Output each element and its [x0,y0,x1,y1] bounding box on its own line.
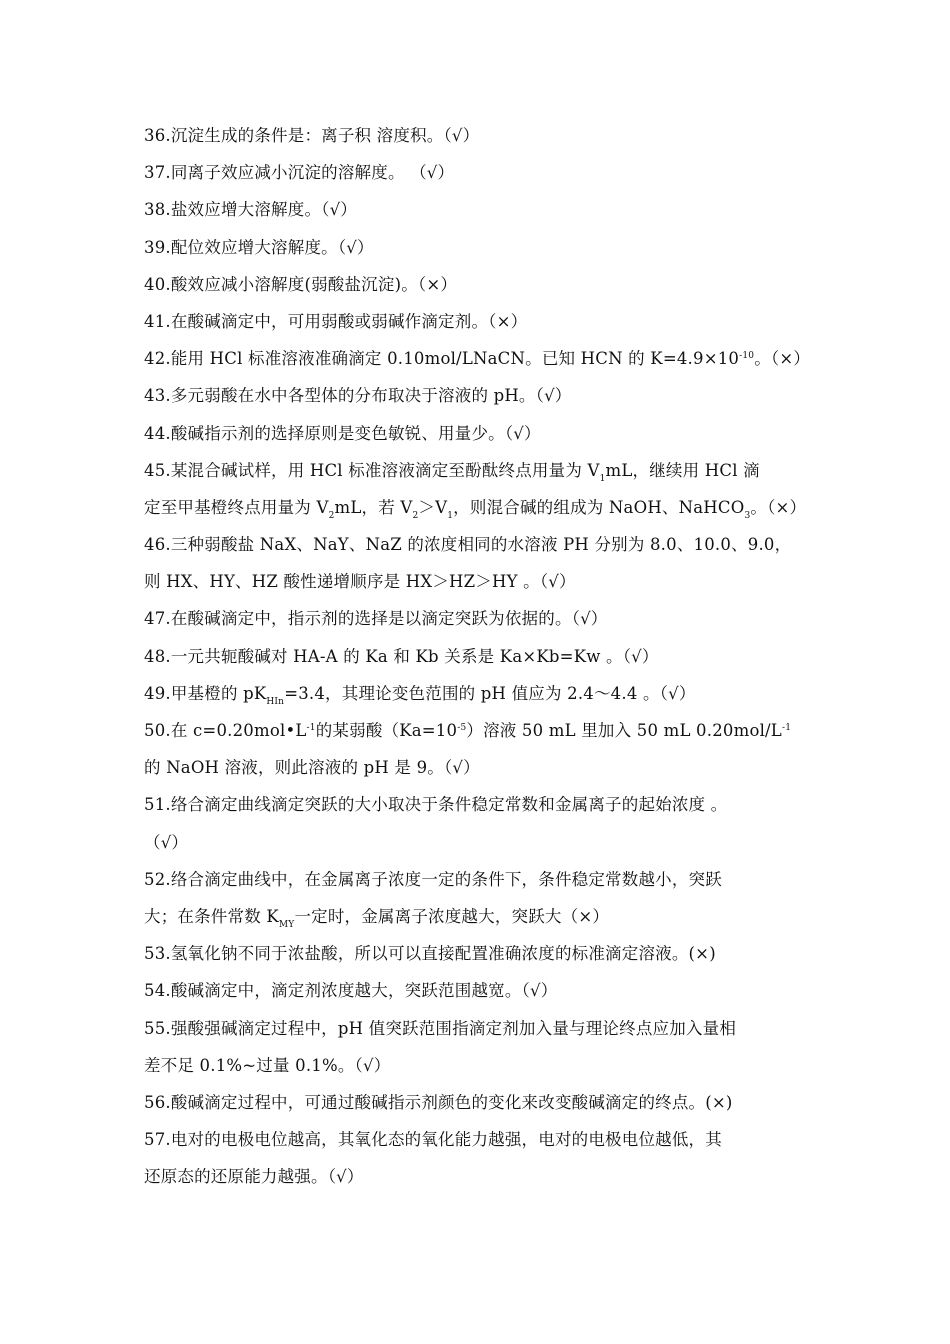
question-37: 37.同离子效应减小沉淀的溶解度。 （√） [144,163,455,183]
question-46-line-1: 46.三种弱酸盐 NaX、NaY、NaZ 的浓度相同的水溶液 PH 分别为 8.0、10.0、9.0， [144,535,792,555]
question-53: 53.氢氧化钠不同于浓盐酸，所以可以直接配置准确浓度的标准滴定溶液。(×) [144,944,716,964]
question-45-line-2: 定至甲基橙终点用量为 $V_2mL$，若 $V_2>V_1$，则混合碱的组成为 NaOH、NaHCO$_3$。（×） [144,497,807,521]
question-51-line-1: 51.络合滴定曲线滴定突跃的大小取决于条件稳定常数和金属离子的起始浓度 。 [144,795,728,815]
question-list [144,117,810,1195]
question-57-line-2: 还原态的还原能力越强。（√） [144,1167,364,1187]
question-55-line-2: 差不足 0.1%~过量 0.1%。（√） [144,1055,391,1075]
question-44: 44.酸碱指示剂的选择原则是变色敏锐、用量少。（√） [144,423,541,443]
question-56: 56.酸碱滴定过程中，可通过酸碱指示剂颜色的变化来改变酸碱滴定的终点。(×) [144,1092,733,1112]
question-38: 38.盐效应增大溶解度。（√） [144,200,358,220]
question-43: 43.多元弱酸在水中各型体的分布取决于溶液的 pH。（√） [144,386,572,406]
question-50-line-1: 50.在 $c=0.20mol•L^{-1}$的某弱酸$(Ka=10^{-5})$溶液 50 mL 里加入 50 mL $0.20mol/L^{-1}$ [144,721,792,740]
question-40: 40.酸效应减小溶解度(弱酸盐沉淀)。（×） [144,274,458,294]
question-50-line-2: 的 NaOH 溶液，则此溶液的 pH 是 9。（√） [144,758,480,778]
question-52-line-2: 大；在条件常数 $K_{MY}$一定时，金属离子浓度越大，突跃大（×） [144,906,610,930]
question-41: 41.在酸碱滴定中，可用弱酸或弱碱作滴定剂。（×） [144,311,528,331]
question-39: 39.配位效应增大溶解度。（√） [144,237,374,257]
question-49: 49.甲基橙的 $pK_{HIn}=3.4$，其理论变色范围的 pH 值应为 2.4～4.4 。（√） [144,683,696,707]
question-51-line-2: （√） [144,832,189,852]
question-36: 36.沉淀生成的条件是：离子积 溶度积。（√） [144,126,480,145]
question-52-line-1: 52.络合滴定曲线中，在金属离子浓度一定的条件下，条件稳定常数越小，突跃 [144,869,722,889]
question-48: 48.一元共轭酸碱对 HA-A 的 Ka 和 Kb 关系是 Ka×Kb=Kw 。（√） [144,646,659,666]
question-57-line-1: 57.电对的电极电位越高，其氧化态的氧化能力越强，电对的电极电位越低，其 [144,1130,722,1150]
question-45-line-1: 45.某混合碱试样，用 HCl 标准溶液滴定至酚酞终点用量为 $V_1mL$，继续用 HCl 滴 [144,460,760,484]
question-42: 42.能用 HCl 标准溶液准确滴定 0.10mol/LNaCN。已知 HCN 的 $K=4.9\times 10^{-10}$。（×） [144,349,811,369]
question-46-line-2: 则 HX、HY、HZ 酸性递增顺序是 HX＞HZ＞HY 。（√） [144,572,576,592]
question-54: 54.酸碱滴定中，滴定剂浓度越大，突跃范围越宽。（√） [144,981,558,1001]
question-55-line-1: 55.强酸强碱滴定过程中，pH 值突跃范围指滴定剂加入量与理论终点应加入量相 [144,1018,737,1038]
question-47: 47.在酸碱滴定中，指示剂的选择是以滴定突跃为依据的。（√） [144,609,608,629]
